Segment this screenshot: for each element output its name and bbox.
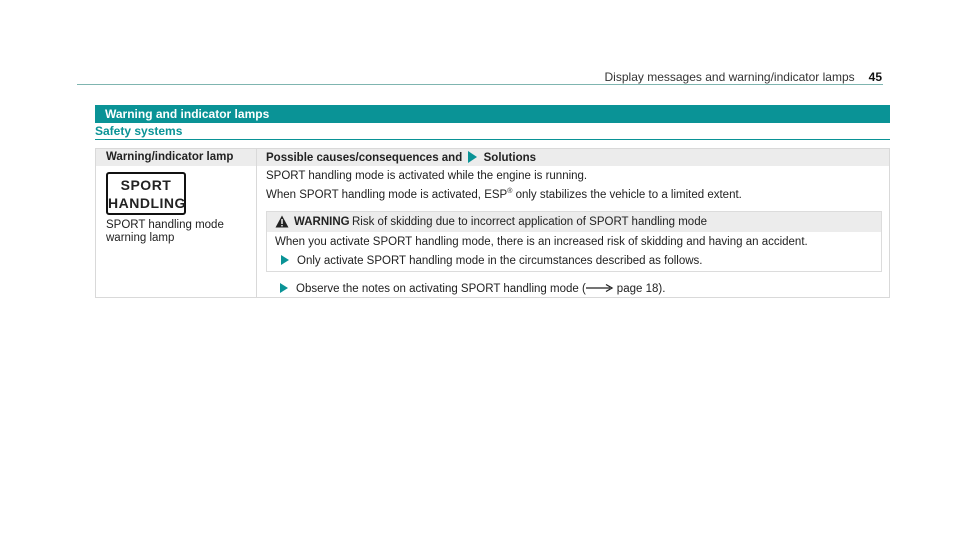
warning-triangle-icon — [275, 215, 289, 228]
solution-step — [280, 283, 665, 295]
warning-step — [281, 255, 702, 267]
warning-text: Risk of skidding due to incorrect application of SPORT handling mode — [352, 216, 707, 228]
arrow-right-icon — [280, 283, 288, 293]
header-solutions: Solutions — [483, 152, 537, 164]
header-divider — [77, 84, 883, 85]
running-head-title: Display messages and warning/indicator lamps — [604, 70, 855, 84]
page-reference-link[interactable]: page 18 — [616, 283, 659, 295]
running-head — [605, 70, 882, 84]
arrow-right-icon — [468, 151, 477, 163]
warning-label: WARNING — [294, 216, 350, 228]
lamp-caption — [106, 219, 246, 245]
column-divider — [256, 149, 257, 297]
lamp-line2: HANDLING — [108, 195, 186, 211]
header-lamp: Warning/indicator lamp — [106, 151, 234, 163]
lamp-caption-line1: SPORT handling mode — [106, 219, 224, 231]
warning-step-text: Only activate SPORT handling mode in the circumstances described as follows. — [297, 255, 703, 267]
lamp-table — [95, 148, 890, 298]
cause-line2-pre: When SPORT handling mode is activated, ESP — [266, 188, 508, 201]
lamp-line1: SPORT — [120, 177, 172, 193]
sport-handling-lamp-icon — [106, 172, 186, 215]
table-header-row — [96, 149, 889, 166]
arrow-right-icon — [281, 255, 289, 265]
subtitle-divider — [95, 139, 890, 140]
page-number: 45 — [868, 70, 882, 84]
lamp-caption-line2: warning lamp — [106, 232, 175, 244]
cause-line1: SPORT handling mode is activated while the engine is running. — [266, 170, 588, 182]
page-reference-arrow-icon — [586, 283, 614, 293]
warning-body: When you activate SPORT handling mode, there is an increased risk of skidding and having an accident. — [275, 236, 808, 248]
section-subtitle: Safety systems — [95, 124, 183, 138]
cause-line2-post: only stabilizes the vehicle to a limited extent. — [512, 188, 742, 201]
header-causes-prefix: Possible causes/consequences and — [266, 152, 463, 164]
registered-mark: ® — [507, 188, 513, 195]
solution-step-post: ). — [658, 283, 666, 295]
warning-box — [266, 211, 882, 272]
section-title: Warning and indicator lamps — [95, 105, 890, 123]
header-causes — [266, 151, 536, 164]
cause-line2 — [266, 188, 742, 201]
solution-step-pre: Observe the notes on activating SPORT handling mode ( — [296, 283, 586, 295]
warning-header — [267, 212, 881, 232]
